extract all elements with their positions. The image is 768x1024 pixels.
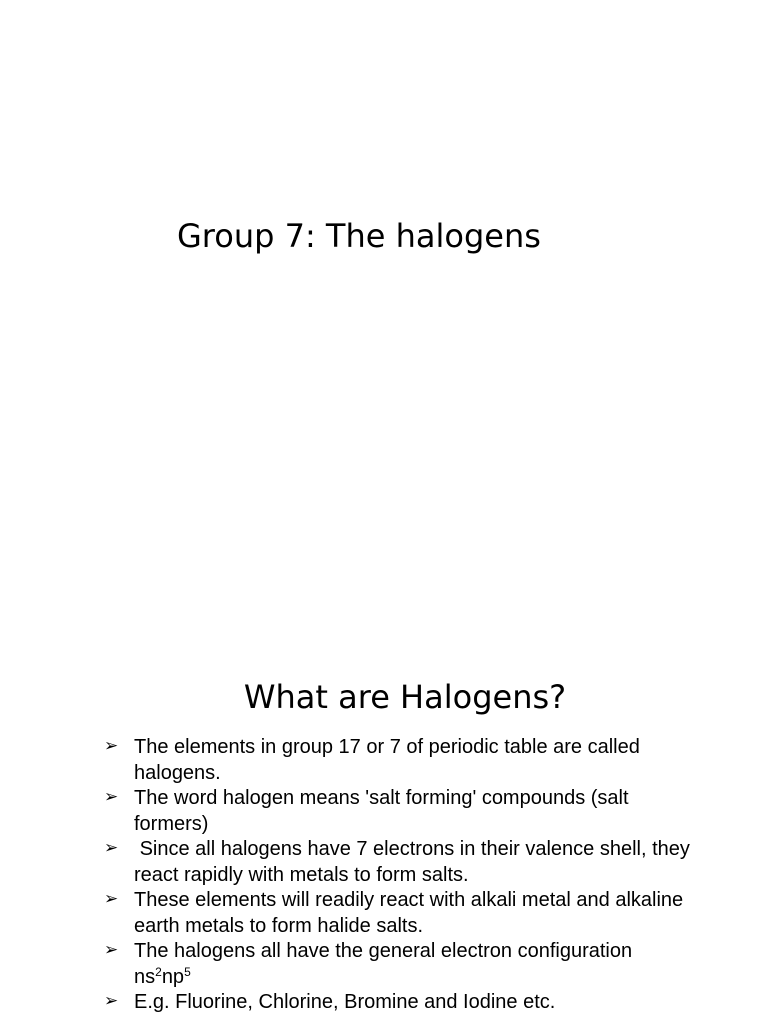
formula-part: np [161,965,185,988]
arrowhead-bullet-icon: ➢ [104,838,119,858]
arrowhead-bullet-icon: ➢ [104,736,119,756]
list-item [104,837,704,888]
formula-superscript: 2 [155,964,162,979]
list-item [104,939,704,990]
arrowhead-bullet-icon: ➢ [104,940,119,960]
bullet-text: E.g. Fluorine, Chlorine, Bromine and Iodine etc. [134,991,556,1013]
bullet-text: The elements in group 17 or 7 of periodic table are called halogens. [134,736,640,784]
section-title: What are Halogens? [243,678,567,716]
slide-title: Group 7: The halogens [177,217,541,255]
electron-configuration [134,966,191,988]
bullet-text [134,940,632,988]
list-item [104,888,704,939]
arrowhead-bullet-icon: ➢ [104,991,119,1011]
bullet-text: The word halogen means 'salt forming' compounds (salt formers) [134,787,629,835]
list-item [104,786,704,837]
arrowhead-bullet-icon: ➢ [104,889,119,909]
arrowhead-bullet-icon: ➢ [104,787,119,807]
formula-part: ns [134,965,156,988]
bullet-text-main: The halogens all have the general electron configuration [134,940,633,962]
bullet-text: These elements will readily react with alkali metal and alkaline earth metals to form halide salts. [134,889,684,937]
formula-superscript: 5 [184,964,191,979]
bullet-list [104,735,704,1016]
bullet-text: Since all halogens have 7 electrons in their valence shell, they react rapidly with metals to form salts. [134,838,696,886]
list-item [104,990,704,1016]
list-item [104,735,704,786]
